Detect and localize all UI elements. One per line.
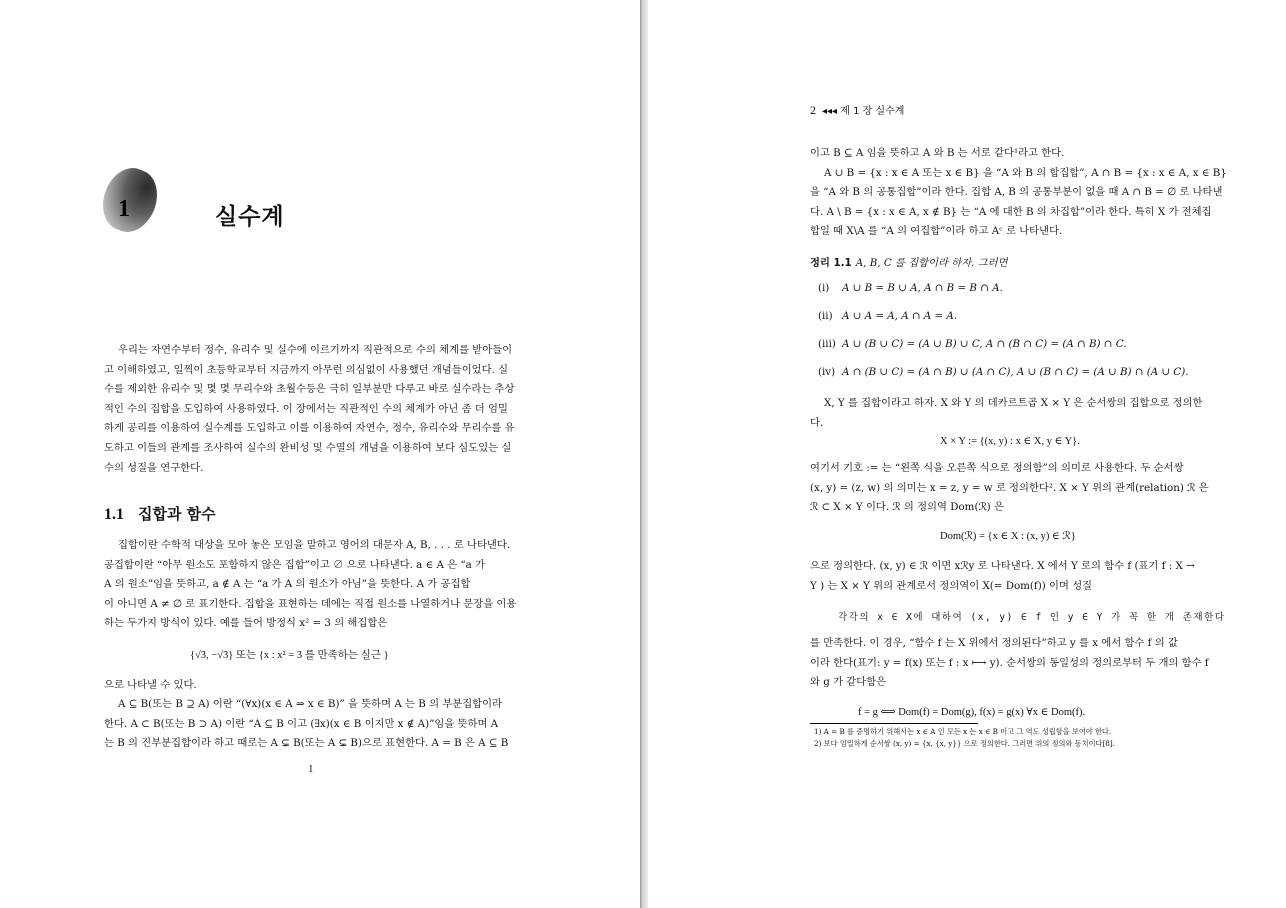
cart-line: X, Y 를 집합이라고 하자. X 와 Y 의 데카르트곱 X × Y 은 순서쌍의 집합으로 정의한 <box>824 397 1203 409</box>
intro-line: 적인 수의 집합을 도입하여 사용하였다. 이 장에서는 직관적인 수의 체계가 아닌 좀 더 엄밀 <box>104 402 508 415</box>
chapter-badge <box>95 161 166 239</box>
func-line: 으로 정의한다. (x, y) ∈ ℛ 이면 xℛy 로 나타낸다. X 에서 Y 로의 함수 f (표기 f : X → <box>810 560 1195 572</box>
chapter-number: 1 <box>118 196 130 222</box>
page-number: 1 <box>308 763 314 775</box>
ops-line: 이고 B ⊆ A 임을 뜻하고 A 와 B 는 서로 같다¹라고 한다. <box>810 147 1065 159</box>
rel-line: 여기서 기호 := 는 “왼쪽 식을 오른쪽 식으로 정의함”의 의미로 사용한다. 두 순서쌍 <box>810 462 1184 474</box>
intro-line: 도하고 이들의 관계를 조사하여 실수의 완비성 및 수열의 개념을 이용하여 보다 심도있는 실 <box>104 441 512 454</box>
ops-line: 을 “A 와 B 의 공통집합”이라 한다. 집합 A, B 의 공통부분이 없을 때 A ∩ B = ∅ 로 나타낸 <box>810 186 1223 199</box>
book-gutter <box>640 0 648 908</box>
theorem-item <box>818 366 1189 378</box>
set-def-line: 공집합이란 “아무 원소도 포함하지 않은 집합”이고 ∅ 으로 나타낸다. a ∈ A 은 “a 가 <box>104 558 486 571</box>
intro-line: 수의 성질을 연구한다. <box>104 461 204 474</box>
chapter-title: 실수계 <box>215 204 285 230</box>
domain-equation: Dom(ℛ) = {x ∈ X : (x, y) ∈ ℛ} <box>940 531 1076 542</box>
rel-line: ℛ ⊂ X × Y 이다. ℛ 의 정의역 Dom(ℛ) 은 <box>810 501 1004 514</box>
ops-line: 다. A \ B = {x : x ∈ A, x ∉ B} 는 “A 에 대한 B 의 차집합”이라 한다. 특히 X 가 전체집 <box>810 205 1212 218</box>
intro-line: 하게 공리를 이용하여 실수계를 도입하고 이를 이용하여 자연수, 정수, 유리수와 무리수를 유 <box>104 422 515 435</box>
header-page-number: 2 <box>810 103 816 117</box>
solution-set-equation: {√3, −√3} 또는 {x : x² = 3 를 만족하는 실근 } <box>190 650 389 661</box>
after-eq-line: 으로 나타낼 수 있다. <box>104 679 197 691</box>
right-page <box>648 0 1286 908</box>
theorem-heading <box>810 254 1008 269</box>
theorem-label: 정리 1.1 <box>810 257 852 269</box>
after-equation-text <box>104 676 520 696</box>
intro-line: 고 이해하였고, 일찍이 초등학교부터 지금까지 아무런 의심없이 사용했던 개념들이었다. 실 <box>104 363 509 376</box>
theorem-item <box>818 338 1127 350</box>
theorem-item-text: A ∪ A = A, A ∩ A = A. <box>842 310 958 322</box>
subset-paragraph <box>104 695 520 754</box>
footnote-rule <box>810 723 978 724</box>
set-operations-paragraph <box>810 144 1226 242</box>
subset-line: A ⊆ B(또는 B ⊇ A) 이란 “(∀x)(x ∈ A ⇒ x ∈ B)” 을 뜻하며 A 는 B 의 부분집합이라 <box>118 698 503 710</box>
running-header <box>810 102 904 118</box>
intro-line: 우리는 자연수부터 정수, 유리수 및 실수에 이르기까지 직관적으로 수의 체계를 받아들이 <box>118 344 513 356</box>
theorem-item-text: A ∪ B = B ∪ A, A ∩ B = B ∩ A. <box>842 282 1003 294</box>
header-marker-icon: ◂◂◂ <box>822 106 838 117</box>
func-line: Y ) 는 X × Y 위의 관계로서 정의역이 X(= Dom(f)) 이며 성질 <box>810 579 1093 592</box>
defined-line: 와 g 가 같다함은 <box>810 676 887 689</box>
subset-line: 는 B 의 진부분집합이라 하고 때로는 A ⊊ B(또는 A ⊊ B)으로 표현한다. A = B 은 A ⊆ B <box>104 737 509 750</box>
function-paragraph <box>810 557 1226 596</box>
theorem-item-label: (ii) <box>818 310 833 322</box>
section-heading <box>104 503 216 524</box>
relation-paragraph <box>810 459 1226 518</box>
theorem-item <box>818 310 957 322</box>
set-def-line: 하는 두가지 방식이 있다. 예를 들어 방정식 x² = 3 의 해집합은 <box>104 617 388 630</box>
function-equality-equation: f = g ⟺ Dom(f) = Dom(g), f(x) = g(x) ∀x ∈ Dom(f). <box>858 707 1086 718</box>
left-page <box>0 0 640 908</box>
function-property: 각각의 x ∈ X에 대하여 (x, y) ∈ f 인 y ∈ Y 가 꼭 한 개 존재한다 <box>838 612 1226 623</box>
set-def-line: 이 아니면 A ≠ ∅ 로 표기한다. 집합을 표현하는 데에는 직접 원소를 나열하거나 문장을 이용 <box>104 597 517 610</box>
intro-paragraph <box>104 341 520 478</box>
intro-line: 수를 제외한 유리수 및 몇 몇 무리수와 초월수등은 극히 일부분만 다루고 바로 실수라는 추상 <box>104 383 515 396</box>
rel-line: (x, y) = (z, w) 의 의미는 x = z, y = w 로 정의한다². X × Y 위의 관계(relation) ℛ 은 <box>810 481 1209 494</box>
footnote: 2) 보다 엄밀하게 순서쌍 (x, y) = {x, {x, y}} 으로 정의한다. 그러면 위의 정의와 동치이다[8]. <box>814 739 1115 748</box>
cartesian-paragraph <box>810 394 1226 433</box>
cart-line: 다. <box>810 416 824 429</box>
set-definition-paragraph <box>104 536 520 634</box>
function-defined-paragraph <box>810 634 1226 693</box>
section-number: 1.1 <box>104 506 124 523</box>
theorem-item-label: (i) <box>818 282 830 294</box>
footnote: 1) A = B 를 증명하기 위해서는 x ∈ A 인 모든 x 는 x ∈ B 이고 그 역도 성립함을 보여야 한다. <box>814 727 1112 736</box>
set-def-line: 집합이란 수학적 대상을 모아 놓은 모임을 말하고 영어의 대문자 A, B, . . . 로 나타낸다. <box>118 539 511 551</box>
set-def-line: A 의 원소”임을 뜻하고, a ∉ A 는 “a 가 A 의 원소가 아님”을 뜻한다. A 가 공집합 <box>104 578 471 591</box>
cartesian-equation: X × Y := {(x, y) : x ∈ X, y ∈ Y}. <box>940 436 1080 447</box>
subset-line: 한다. A ⊂ B(또는 B ⊃ A) 이란 “A ⊆ B 이고 (∃x)(x ∈ B 이지만 x ∉ A)”임을 뜻하며 A <box>104 717 499 730</box>
theorem-item-text: A ∪ (B ∪ C) = (A ∪ B) ∪ C, A ∩ (B ∩ C) = (A ∩ B) ∩ C. <box>842 338 1127 350</box>
theorem-item-label: (iv) <box>818 366 836 378</box>
theorem-item-text: A ∩ (B ∪ C) = (A ∩ B) ∪ (A ∩ C), A ∪ (B ∩ C) = (A ∪ B) ∩ (A ∪ C). <box>842 366 1189 378</box>
header-chapter-text: 제 1 장 실수계 <box>840 106 905 117</box>
ops-line: 합일 때 X\A 를 “A 의 여집합”이라 하고 Aᶜ 로 나타낸다. <box>810 225 1063 238</box>
defined-line: 를 만족한다. 이 경우, “함수 f 는 X 위에서 정의된다”하고 y 를 x 에서 함수 f 의 값 <box>810 637 1178 649</box>
ops-line: A ∪ B = {x : x ∈ A 또는 x ∈ B} 을 “A 와 B 의 합집합”, A ∩ B = {x : x ∈ A, x ∈ B} <box>824 166 1227 179</box>
theorem-statement: A, B, C 를 집합이라 하자. 그러면 <box>855 257 1008 269</box>
theorem-item-label: (iii) <box>818 338 836 350</box>
defined-line: 이라 한다(표기: y = f(x) 또는 f : x ⟼ y). 순서쌍의 동일성의 정의로부터 두 개의 함수 f <box>810 656 1209 669</box>
section-title: 집합과 함수 <box>138 505 216 523</box>
theorem-item <box>818 282 1003 294</box>
